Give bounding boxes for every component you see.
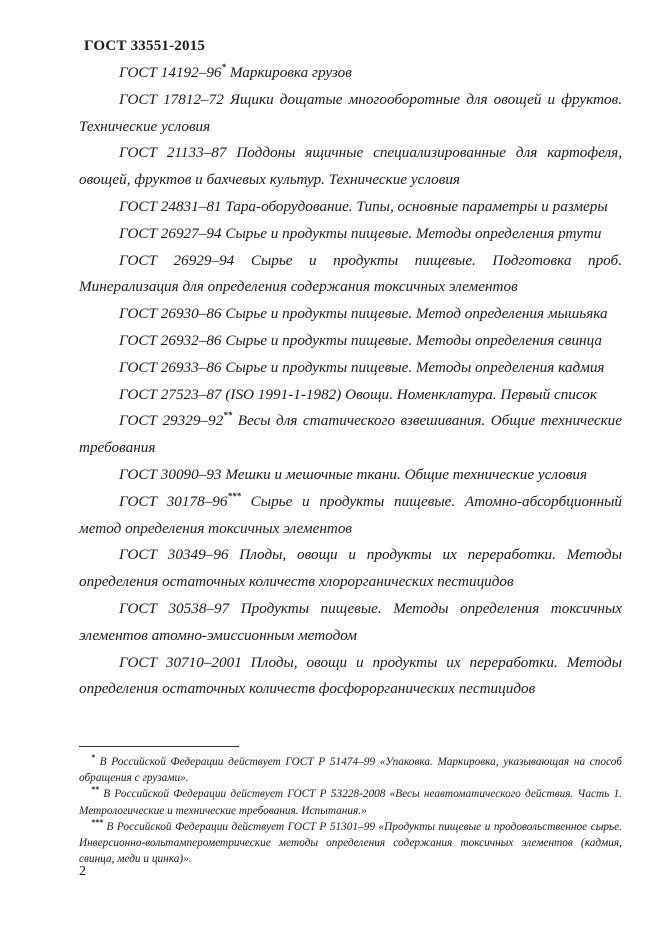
standard-title: Маркировка грузов	[226, 64, 352, 81]
reference-entry	[79, 462, 622, 489]
standard-title: Тара-оборудование. Типы, основные параметры и размеры	[221, 197, 608, 215]
reference-entry	[79, 408, 622, 462]
standard-code: ГОСТ 26929–94	[119, 251, 235, 269]
standard-title: Сырье и продукты пищевые. Методы определения свинца	[221, 331, 602, 349]
standard-code: ГОСТ 27523–87	[119, 385, 222, 403]
document-header: ГОСТ 33551-2015	[84, 38, 206, 54]
standard-title: Мешки и мешочные ткани. Общие технические условия	[221, 465, 588, 483]
standard-code: ГОСТ 26927–94	[119, 224, 222, 242]
reference-entry	[79, 382, 622, 409]
standard-title: Плоды, овощи и продукты их переработки. Методы определения остаточных количеств фосфорорганических пестицидов	[79, 653, 623, 698]
standard-code: ГОСТ 30349–96	[119, 546, 229, 564]
reference-entry	[79, 221, 622, 248]
standard-code: ГОСТ 26933–86	[119, 358, 222, 376]
standard-title: Сырье и продукты пищевые. Метод определения мышьяка	[221, 305, 608, 323]
footnote-text: В Российской Федерации действует ГОСТ Р 51474–99 «Упаковка. Маркировка, указывающая на способ обращения с грузами».	[79, 756, 622, 785]
standard-title: Поддоны ящичные специализированные для картофеля, овощей, фруктов и бахчевых культур. Технические условия	[79, 144, 622, 189]
reference-entry	[79, 328, 622, 355]
standard-code: ГОСТ 26930–86	[119, 305, 222, 323]
footnote-text: В Российской Федерации действует ГОСТ Р 51301–99 «Продукты пищевые и продовольственное сырье. Инверсионно-вольтамперометрические методы определения содержания токсичных элементов (кадмия, свинца, меди и цинка)».	[79, 820, 622, 866]
reference-entry	[79, 301, 622, 328]
footnote-mark: **	[91, 785, 99, 795]
footnote-mark: **	[223, 410, 233, 421]
reference-entry	[79, 542, 622, 596]
page-number: 2	[79, 864, 86, 879]
reference-entry	[79, 248, 622, 302]
standard-title: Продукты пищевые. Методы определения токсичных элементов атомно-эмиссионным методом	[79, 599, 622, 644]
reference-entry	[79, 140, 622, 194]
standard-code: ГОСТ 30538–97	[119, 599, 230, 617]
footnote	[79, 819, 622, 868]
reference-entry	[79, 489, 622, 543]
standard-code: ГОСТ 24831–81	[119, 197, 222, 215]
standard-title: Плоды, овощи и продукты их переработки. Методы определения остаточных количеств хлорорганических пестицидов	[79, 546, 623, 591]
footnote	[79, 786, 622, 818]
standard-code: ГОСТ 14192–96	[119, 64, 222, 81]
standard-title: Сырье и продукты пищевые. Подготовка проб. Минерализация для определения содержания токсичных элементов	[79, 251, 622, 296]
footnote-mark: ***	[227, 490, 241, 501]
standard-code: ГОСТ 26932–86	[119, 331, 222, 349]
footnote-text: В Российской Федерации действует ГОСТ Р 53228-2008 «Весы неавтоматического действия. Часть 1. Метрологические и технические требования. Испытания.»	[79, 788, 622, 817]
reference-entry	[79, 194, 622, 221]
standard-title: Сырье и продукты пищевые. Методы определения ртути	[221, 224, 602, 242]
standard-code: ГОСТ 17812–72	[119, 90, 224, 108]
reference-entry	[79, 650, 622, 704]
footnotes	[79, 754, 622, 867]
standard-code: ГОСТ 21133–87	[119, 144, 227, 162]
reference-entry	[79, 60, 622, 87]
reference-entry	[79, 355, 622, 382]
standard-code: ГОСТ 29329–92	[119, 412, 224, 430]
footnote	[79, 754, 622, 786]
standard-title: Сырье и продукты пищевые. Методы определения кадмия	[221, 358, 605, 376]
reference-entry	[79, 596, 622, 650]
standard-code: ГОСТ 30178–96	[119, 492, 228, 510]
standard-title: Сырье и продукты пищевые. Атомно-абсорбционный метод определения токсичных элементов	[79, 492, 623, 537]
standard-title: (ISO 1991-1-1982) Овощи. Номенклатура. Первый список	[221, 385, 597, 403]
standard-title: Ящики дощатые многооборотные для овощей и фруктов. Технические условия	[79, 90, 622, 135]
standard-code: ГОСТ 30090–93	[119, 465, 222, 483]
footnote-separator	[79, 746, 239, 747]
reference-entry	[79, 87, 622, 141]
footnote-mark: *	[91, 753, 95, 762]
standard-title: Весы для статического взвешивания. Общие технические требования	[79, 412, 623, 457]
footnote-mark: *	[221, 62, 227, 72]
normative-references-list	[79, 60, 622, 703]
footnote-mark: ***	[91, 817, 103, 827]
standard-code: ГОСТ 30710–2001	[119, 653, 242, 671]
